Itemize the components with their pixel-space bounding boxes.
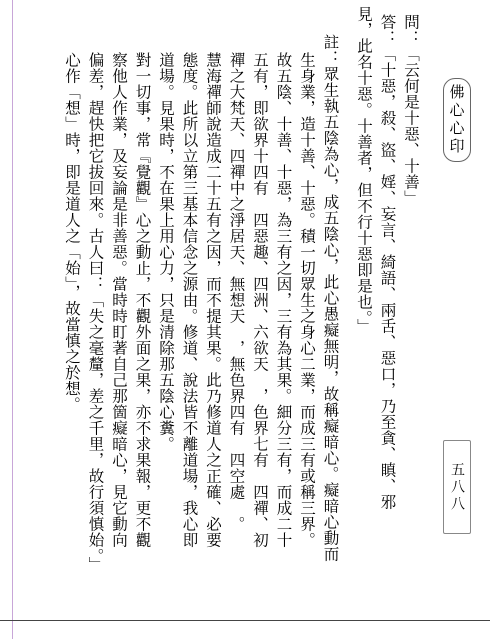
text-column: 生身業，造十善、十惡。積一切眾生之身心二業，而成三有或稱三界。 (298, 52, 316, 548)
text-column: 註：眾生執五陰為心，成五陰心，此心愚癡無明，故稱癡暗心。癡暗心動而 (321, 34, 340, 562)
text-column: 態度。此所以立第三基本信念之源由。修道、說法皆不離道場，我心即 (180, 52, 199, 548)
text-column: 故五陰、十善、十惡，為三有之因，三有為其果。細分三有，而成二十 (274, 52, 293, 548)
text-column: 五有，即欲界十四有 四惡趣、四洲、六欲天 ，色界七有 四禪、初 (251, 52, 269, 548)
text-column: 對一切事，常『覺觀』心之動止，不觀外面之果，亦不求果報，更不觀 (133, 52, 152, 548)
text-column: 問：「云何是十惡、十善」 (402, 14, 420, 206)
text-column: 禪之大梵天、四禪中之淨居天、無想天 ，無色界四有 四空處 。 (227, 52, 246, 532)
text-column: 見，此名十惡。十善者，但不行十惡即是也。」 (355, 6, 373, 335)
bottom-rule (0, 620, 490, 621)
body-text (4, 6, 422, 610)
text-column: 察他人作業，及妄論是非善惡。當時時盯著自己那箇癡暗心，見它動向 (110, 52, 128, 548)
book-title-tab: 佛心心印 (443, 78, 471, 162)
text-column: 慧海禪師說造成二十五有之因，而不提其果。此乃修道人之正確、必要 (204, 52, 222, 548)
text-column: 心作「想」時，即是道人之「始」，故當慎之於想。 (63, 52, 81, 413)
text-column: 答：「十惡，殺、盜、婬、妄言、綺語、兩舌、惡口，乃至貪、瞋、邪 (378, 14, 397, 510)
page-number: 五八八 (443, 440, 471, 534)
text-column: 道場。見果時，不在果上用心力，只是清除那五陰心糞。 (157, 52, 175, 452)
text-column: 偏差，趕快把它拔回來。古人曰：「失之毫釐，差之千里，故行須慎始。」 (86, 52, 105, 573)
paragraph-gap (342, 6, 352, 610)
